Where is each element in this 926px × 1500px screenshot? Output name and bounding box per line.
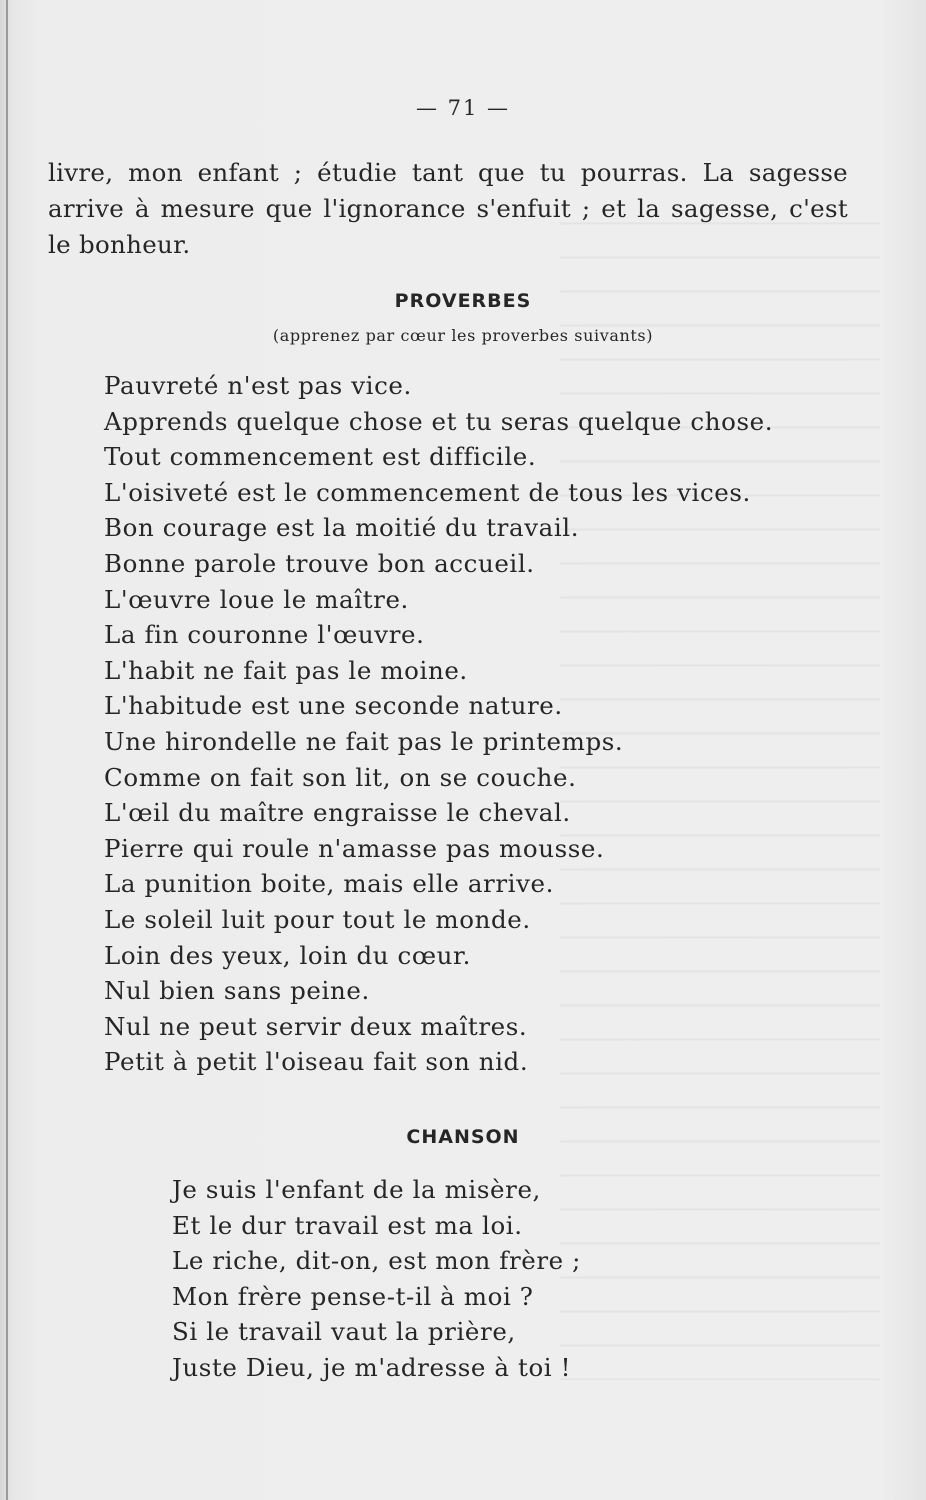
proverb-item: Comme on fait son lit, on se couche. xyxy=(104,762,577,792)
proverb-item: Nul ne peut servir deux maîtres. xyxy=(104,1011,528,1041)
proverbs-list xyxy=(104,368,773,1080)
proverb-item: Nul bien sans peine. xyxy=(104,976,370,1006)
proverb-item: Une hirondelle ne fait pas le printemps. xyxy=(104,726,624,756)
song-heading: CHANSON xyxy=(406,1126,520,1148)
song-line: Si le travail vaut la prière, xyxy=(172,1317,516,1346)
proverb-item: Tout commencement est difficile. xyxy=(104,442,537,472)
page-number: — 71 — xyxy=(415,96,511,120)
song-line: Juste Dieu, je m'adresse à toi ! xyxy=(172,1352,572,1382)
proverb-item: L'habit ne fait pas le moine. xyxy=(104,655,468,685)
song-verse xyxy=(172,1172,581,1385)
proverb-item: L'œuvre loue le maître. xyxy=(104,584,409,614)
proverb-item: Pauvreté n'est pas vice. xyxy=(104,371,412,400)
intro-paragraph: livre, mon enfant ; étudie tant que tu pourras. La sagesse arrive à mesure que l'ignorance s'enfuit ; et la sagesse, c'est le bonheur. xyxy=(48,158,848,259)
proverb-item: L'oisiveté est le commencement de tous les vices. xyxy=(104,477,751,507)
proverb-item: Pierre qui roule n'amasse pas mousse. xyxy=(104,833,605,863)
binding-edge xyxy=(6,0,8,1500)
song-line: Le riche, dit-on, est mon frère ; xyxy=(172,1246,582,1275)
song-line: Mon frère pense-t-il à moi ? xyxy=(172,1281,534,1311)
proverb-item: Apprends quelque chose et tu seras quelque chose. xyxy=(104,406,774,436)
proverb-item: La punition boite, mais elle arrive. xyxy=(104,869,555,899)
proverb-item: La fin couronne l'œuvre. xyxy=(104,620,425,650)
proverb-item: L'œil du maître engraisse le cheval. xyxy=(104,798,571,828)
proverb-item: Le soleil luit pour tout le monde. xyxy=(104,904,531,934)
proverbs-heading: PROVERBES xyxy=(394,290,532,312)
proverbs-instruction: (apprenez par cœur les proverbes suivants) xyxy=(272,326,654,345)
song-line: Je suis l'enfant de la misère, xyxy=(172,1175,541,1204)
proverb-item: Bonne parole trouve bon accueil. xyxy=(104,548,535,578)
proverb-item: Bon courage est la moitié du travail. xyxy=(104,513,580,543)
proverb-item: L'habitude est une seconde nature. xyxy=(104,691,563,721)
proverb-item: Petit à petit l'oiseau fait son nid. xyxy=(104,1047,529,1077)
proverb-item: Loin des yeux, loin du cœur. xyxy=(104,940,472,970)
song-line: Et le dur travail est ma loi. xyxy=(172,1210,523,1240)
